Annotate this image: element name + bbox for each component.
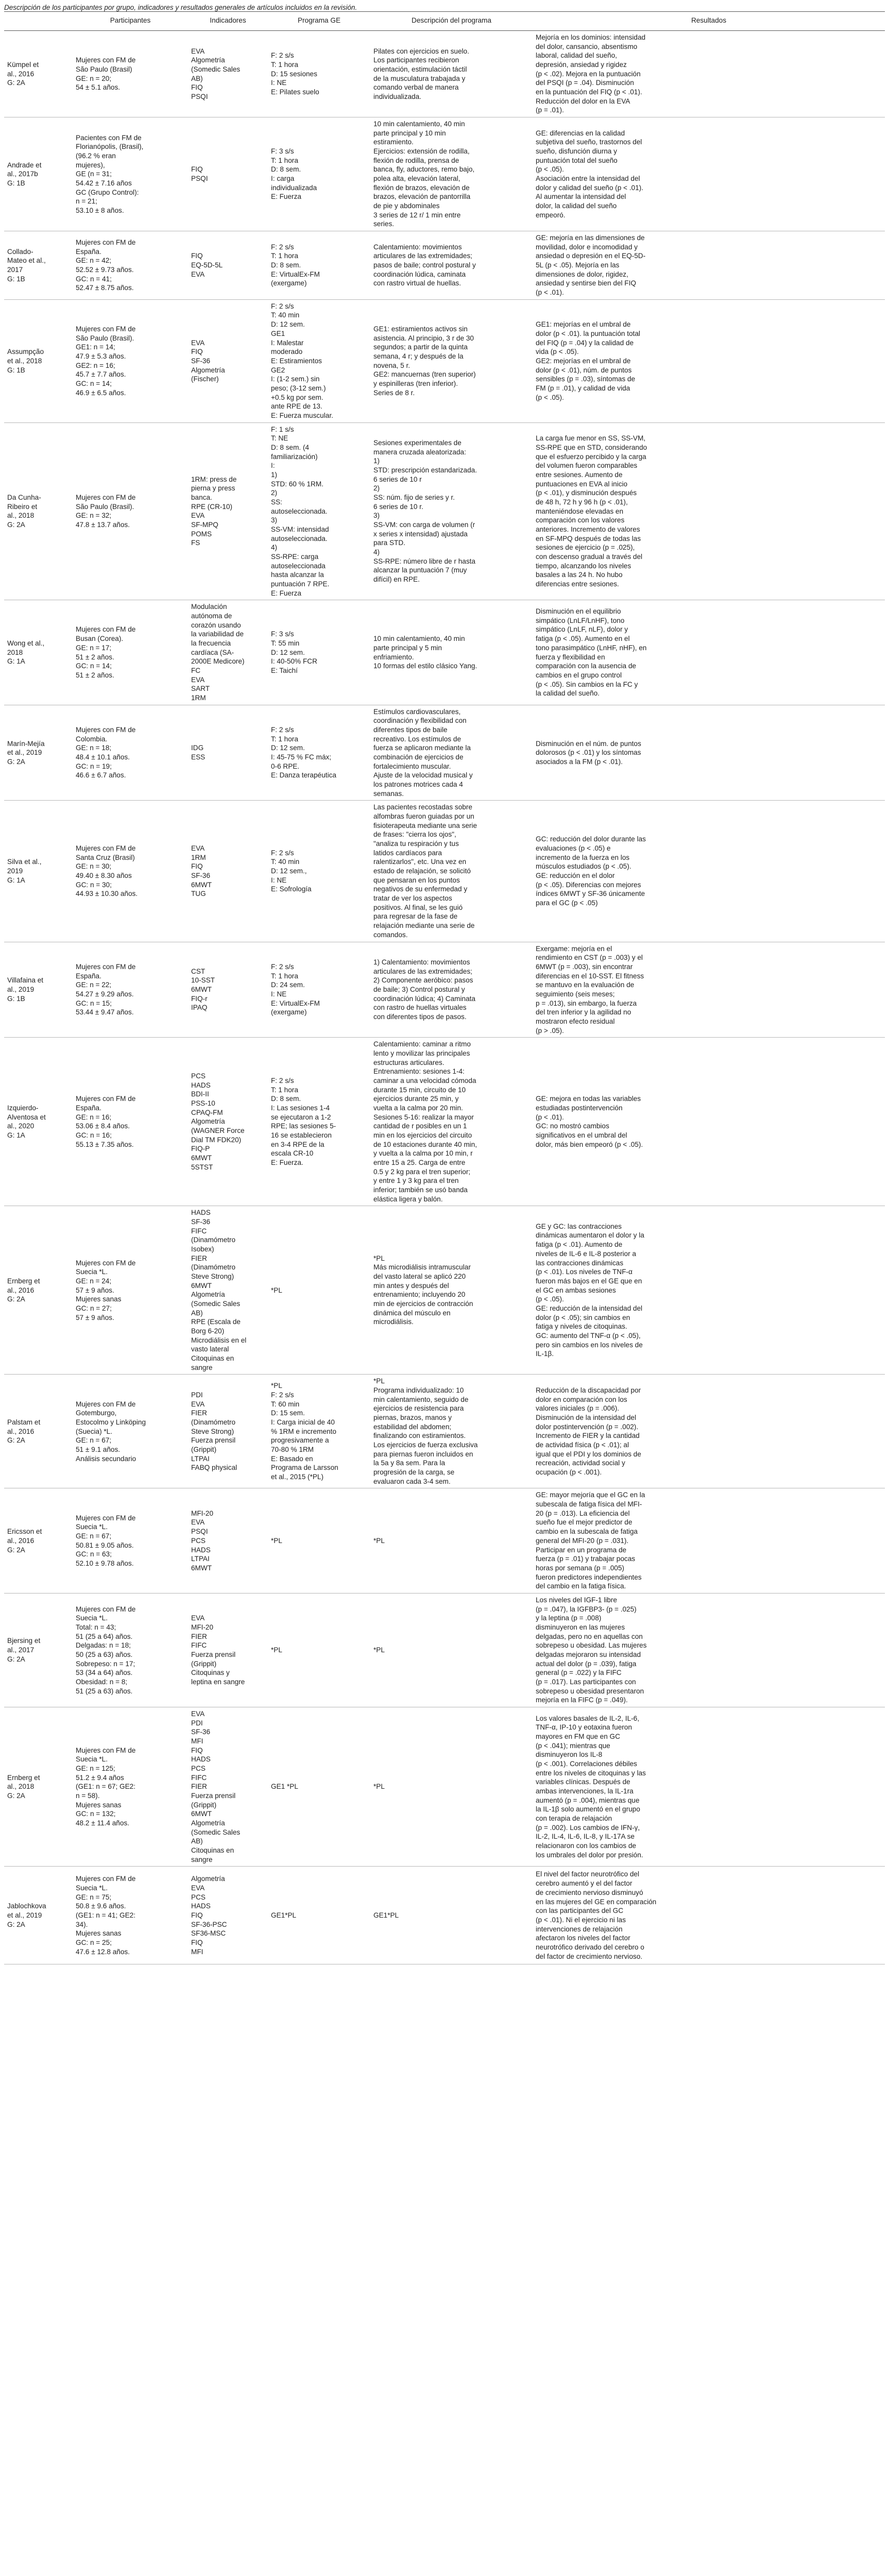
cell-program: *PL F: 2 s/s T: 60 min D: 15 sem. I: Carga inicial de 40 % 1RM e incremento progresivamente a 70-80 % 1RM E: Basado en Programa de Larsson et al., 2015 (*PL) bbox=[268, 1375, 370, 1488]
cell-program: *PL bbox=[268, 1206, 370, 1375]
cell-reference: Kümpel et al., 2016 G: 2A bbox=[4, 31, 73, 117]
articles-table bbox=[4, 11, 885, 1964]
table-row bbox=[4, 1206, 885, 1375]
cell-program-description: Calentamiento: caminar a ritmo lento y movilizar las principales estructuras articulares. Entrenamiento: sesiones 1-4: caminar a una velocidad cómoda durante 15 min, circuito de 10 ejercicios durante 25 min, y vuelta a la calma por 20 min. Sesiones 5-16: realizar la mayor cantidad de r posibles en un 1 min en los ejercicios del circuito de 10 estaciones durante 40 min, y vuelta a la calma por 10 min, r entre 15 a 25. Carga de entre 0.5 y 2 kg para el tren superior; y entre 1 y 3 kg para el tren inferior; también se usó banda elástica ligera y balón. bbox=[370, 1038, 533, 1206]
cell-program: F: 1 s/s T: NE D: 8 sem. (4 familiarización) I: 1) STD: 60 % 1RM. 2) SS: autoseleccionada. 3) SS-VM: intensidad autoseleccionada. 4) SS-RPE: carga autoseleccionada hasta alcanzar la puntuación 7 RPE. E: Fuerza bbox=[268, 422, 370, 600]
cell-indicators: EVA Algometría (Somedic Sales AB) FIQ PSQI bbox=[188, 31, 268, 117]
table-row bbox=[4, 1038, 885, 1206]
cell-program-description: *PL Más microdiálisis intramuscular del vasto lateral se aplicó 220 min antes y después del entrenamiento; incluyendo 20 min de ejercicios de contracción dinámica del músculo en microdiálisis. bbox=[370, 1206, 533, 1375]
cell-participants: Mujeres con FM de Santa Cruz (Brasil) GE: n = 30; 49.40 ± 8.30 años GC: n = 30; 44.93 ± 10.30 años. bbox=[73, 801, 188, 942]
table-caption: Descripción de los participantes por grupo, indicadores y resultados generales de artículos incluidos en la revisión. bbox=[4, 4, 357, 11]
cell-indicators: Algometría EVA PCS HADS FIQ SF-36-PSC SF36-MSC FIQ MFI bbox=[188, 1867, 268, 1964]
header-row bbox=[4, 12, 885, 31]
cell-participants: Mujeres con FM de Suecia *L. GE: n = 75; 50.8 ± 9.6 años. (GE1: n = 41; GE2: 34). Mujeres sanas GC: n = 25; 47.6 ± 12.8 años. bbox=[73, 1867, 188, 1964]
cell-reference: Ernberg et al., 2018 G: 2A bbox=[4, 1707, 73, 1866]
cell-results: La carga fue menor en SS, SS-VM, SS-RPE que en STD, considerando que el esfuerzo percibido y la carga del volumen fueron comparables entre sesiones. Aumento de puntuaciones en EVA al inicio (p < .01), y disminución después de 48 h, 72 h y 96 h (p < .01), manteniéndose elevadas en comparación con los valores anteriores. Incremento de valores en SF-MPQ después de todas las sesiones de ejercicio (p = .025), con descenso gradual a través del tiempo, alcanzando los niveles basales a las 24 h. No hubo diferencias entre sesiones. bbox=[533, 422, 885, 600]
cell-participants: Mujeres con FM de Suecia *L. Total: n = 43; 51 (25 a 64) años. Delgadas: n = 18; 50 (25 a 63) años. Sobrepeso: n = 17; 53 (34 a 64) años. Obesidad: n = 8; 51 (25 a 63) años. bbox=[73, 1593, 188, 1707]
cell-results: GE: mejora en todas las variables estudiadas postintervención (p < .01). GC: no mostró cambios significativos en el umbral del dolor, más bien empeoró (p < .05). bbox=[533, 1038, 885, 1206]
cell-participants: Mujeres con FM de Suecia *L. GE: n = 125; 51.2 ± 9.4 años (GE1: n = 67; GE2: n = 58). Mujeres sanas GC: n = 132; 48.2 ± 11.4 años. bbox=[73, 1707, 188, 1866]
cell-participants: Mujeres con FM de São Paulo (Brasil). GE: n = 32; 47.8 ± 13.7 años. bbox=[73, 422, 188, 600]
cell-indicators: EVA FIQ SF-36 Algometría (Fischer) bbox=[188, 299, 268, 422]
cell-results: GE: mejoría en las dimensiones de movilidad, dolor e incomodidad y ansiedad o depresión en el EQ-5D- 5L (p < .05). Mejoría en las dimensiones de dolor, rigidez, ansiedad y sentirse bien del FIQ (p < .01). bbox=[533, 231, 885, 300]
cell-program: F: 3 s/s T: 55 min D: 12 sem. I: 40-50% FCR E: Taichí bbox=[268, 600, 370, 705]
table-row bbox=[4, 1867, 885, 1964]
table-row bbox=[4, 1375, 885, 1488]
cell-participants: Mujeres con FM de Busan (Corea). GE: n = 17; 51 ± 2 años. GC: n = 14; 51 ± 2 años. bbox=[73, 600, 188, 705]
cell-results: GE: diferencias en la calidad subjetiva del sueño, trastornos del sueño, disfunción diurna y puntuación total del sueño (p < .05). Asociación entre la intensidad del dolor y calidad del sueño (p < .01). Al aumentar la intensidad del dolor, la calidad del sueño empeoró. bbox=[533, 117, 885, 231]
cell-program: *PL bbox=[268, 1593, 370, 1707]
cell-results: GE y GC: las contracciones dinámicas aumentaron el dolor y la fatiga (p < .01). Aumento de niveles de IL-6 e IL-8 posterior a las contracciones dinámicas (p < .01). Los niveles de TNF-α fueron más bajos en el GE que en el GC en ambas sesiones (p < .05). GE: reducción de la intensidad del dolor (p < .05); sin cambios en fatiga y niveles de citoquinas. GC: aumento del TNF-α (p < .05), pero sin cambios en los niveles de IL-1β. bbox=[533, 1206, 885, 1375]
table-row bbox=[4, 117, 885, 231]
header-results: Resultados bbox=[533, 12, 885, 31]
cell-program: F: 2 s/s T: 1 hora D: 24 sem. I: NE E: VirtualEx-FM (exergame) bbox=[268, 942, 370, 1038]
cell-participants: Mujeres con FM de São Paulo (Brasil) GE: n = 20; 54 ± 5.1 años. bbox=[73, 31, 188, 117]
cell-results: Los valores basales de IL-2, IL-6, TNF-α, IP-10 y eotaxina fueron mayores en FM que en GC (p < .041); mientras que disminuyeron los IL-8 (p < .001). Correlaciones débiles entre los niveles de citoquinas y las variables clínicas. Después de ambas intervenciones, la IL-1ra aumentó (p = .004), mientras que la IL-1β solo aumentó en el grupo con terapia de relajación (p = .002). Los cambios de IFN-γ, IL-2, IL-4, IL-6, IL-8, y IL-17A se relacionaron con los cambios de los umbrales del dolor por presión. bbox=[533, 1707, 885, 1866]
table-row bbox=[4, 801, 885, 942]
cell-results: Disminución en el núm. de puntos dolorosos (p < .01) y los síntomas asociados a la FM (p < .01). bbox=[533, 705, 885, 801]
header-program: Programa GE bbox=[268, 12, 370, 31]
cell-program-description: GE1: estiramientos activos sin asistencia. Al principio, 3 r de 30 segundos; a partir de la quinta semana, 4 r; y después de la novena, 5 r. GE2: mancuernas (tren superior) y espinilleras (tren inferior). Series de 8 r. bbox=[370, 299, 533, 422]
cell-program-description: 10 min calentamiento, 40 min parte principal y 5 min enfriamiento. 10 formas del estilo clásico Yang. bbox=[370, 600, 533, 705]
cell-program: F: 2 s/s T: 40 min D: 12 sem. GE1 I: Malestar moderado E: Estiramientos GE2 I: (1-2 sem.) sin peso; (3-12 sem.) +0.5 kg por sem. ante RPE de 13. E: Fuerza muscular. bbox=[268, 299, 370, 422]
table-row bbox=[4, 31, 885, 117]
cell-participants: Mujeres con FM de Suecia *L. GE: n = 67; 50.81 ± 9.05 años. GC: n = 63; 52.10 ± 9.78 años. bbox=[73, 1488, 188, 1593]
cell-program: F: 3 s/s T: 1 hora D: 8 sem. I: carga individualizada E: Fuerza bbox=[268, 117, 370, 231]
cell-participants: Mujeres con FM de España. GE: n = 16; 53.06 ± 8.4 años. GC: n = 16; 55.13 ± 7.35 años. bbox=[73, 1038, 188, 1206]
cell-program: F: 2 s/s T: 1 hora D: 8 sem. I: Las sesiones 1-4 se ejecutaron a 1-2 RPE; las sesiones 5- 16 se establecieron en 3-4 RPE de la escala CR-10 E: Fuerza. bbox=[268, 1038, 370, 1206]
cell-indicators: PDI EVA FIER (Dinamómetro Steve Strong) Fuerza prensil (Grippit) LTPAI FABQ physical bbox=[188, 1375, 268, 1488]
cell-reference: Palstam et al., 2016 G: 2A bbox=[4, 1375, 73, 1488]
cell-indicators: Modulación autónoma de corazón usando la variabilidad de la frecuencia cardíaca (SA- 2000E Medicore) FC EVA SART 1RM bbox=[188, 600, 268, 705]
cell-participants: Mujeres con FM de Gotemburgo, Estocolmo y Linköping (Suecia) *L. GE: n = 67; 51 ± 9.1 años. Análisis secundario bbox=[73, 1375, 188, 1488]
cell-indicators: MFI-20 EVA PSQI PCS HADS LTPAI 6MWT bbox=[188, 1488, 268, 1593]
cell-reference: Bjersing et al., 2017 G: 2A bbox=[4, 1593, 73, 1707]
cell-reference: Marín-Mejía et al., 2019 G: 2A bbox=[4, 705, 73, 801]
cell-reference: Da Cunha- Ribeiro et al., 2018 G: 2A bbox=[4, 422, 73, 600]
cell-reference: Ernberg et al., 2016 G: 2A bbox=[4, 1206, 73, 1375]
cell-indicators: FIQ EQ-5D-5L EVA bbox=[188, 231, 268, 300]
table-row bbox=[4, 600, 885, 705]
cell-participants: Mujeres con FM de São Paulo (Brasil). GE1: n = 14; 47.9 ± 5.3 años. GE2: n = 16; 45.7 ± 7.7 años. GC: n = 14; 46.9 ± 6.5 años. bbox=[73, 299, 188, 422]
cell-indicators: CST 10-SST 6MWT FIQ-r IPAQ bbox=[188, 942, 268, 1038]
cell-program: F: 2 s/s T: 1 hora D: 15 sesiones I: NE E: Pilates suelo bbox=[268, 31, 370, 117]
cell-program-description: GE1*PL bbox=[370, 1867, 533, 1964]
cell-program-description: 1) Calentamiento: movimientos articulares de las extremidades; 2) Componente aeróbico: pasos de baile; 3) Control postural y coordinación lúdica; 4) Caminata con rastro de huellas virtuales con diferentes tipos de pasos. bbox=[370, 942, 533, 1038]
table-row bbox=[4, 705, 885, 801]
cell-indicators: HADS SF-36 FIFC (Dinamómetro Isobex) FIER (Dinamómetro Steve Strong) 6MWT Algometría (Somedic Sales AB) RPE (Escala de Borg 6-20) Microdiálisis en el vasto lateral Citoquinas en sangre bbox=[188, 1206, 268, 1375]
cell-results: GE1: mejorías en el umbral de dolor (p < .01). la puntuación total del FIQ (p = .04) y la calidad de vida (p < .05). GE2: mejorías en el umbral de dolor (p < .01), núm. de puntos sensibles (p = .03), síntomas de FM (p = .01), y calidad de vida (p < .05). bbox=[533, 299, 885, 422]
cell-program-description: Pilates con ejercicios en suelo. Los participantes recibieron orientación, estimulación táctil de la musculatura trabajada y comando verbal de manera individualizada. bbox=[370, 31, 533, 117]
cell-reference: Collado- Mateo et al., 2017 G: 1B bbox=[4, 231, 73, 300]
cell-program: F: 2 s/s T: 1 hora D: 8 sem. E: VirtualEx-FM (exergame) bbox=[268, 231, 370, 300]
cell-results: Exergame: mejoría en el rendimiento en CST (p = .003) y el 6MWT (p = .003), sin encontrar diferencias en el 10-SST. El fitness se mantuvo en la evaluación de seguimiento (seis meses; p = .013), sin embargo, la fuerza del tren inferior y la agilidad no mostraron efecto residual (p > .05). bbox=[533, 942, 885, 1038]
cell-indicators: EVA MFI-20 FIER FIFC Fuerza prensil (Grippit) Citoquinas y leptina en sangre bbox=[188, 1593, 268, 1707]
cell-indicators: 1RM: press de pierna y press banca. RPE (CR-10) EVA SF-MPQ POMS FS bbox=[188, 422, 268, 600]
cell-indicators: FIQ PSQI bbox=[188, 117, 268, 231]
cell-indicators: EVA 1RM FIQ SF-36 6MWT TUG bbox=[188, 801, 268, 942]
cell-program: *PL bbox=[268, 1488, 370, 1593]
table-row bbox=[4, 422, 885, 600]
table-row bbox=[4, 1707, 885, 1866]
cell-participants: Mujeres con FM de España. GE: n = 22; 54.27 ± 9.29 años. GC: n = 15; 53.44 ± 9.47 años. bbox=[73, 942, 188, 1038]
cell-program: F: 2 s/s T: 1 hora D: 12 sem. I: 45-75 % FC máx; 0-6 RPE. E: Danza terapéutica bbox=[268, 705, 370, 801]
table-row bbox=[4, 299, 885, 422]
cell-reference: Izquierdo- Alventosa et al., 2020 G: 1A bbox=[4, 1038, 73, 1206]
cell-results: Reducción de la discapacidad por dolor en comparación con los valores iniciales (p = .006). Disminución de la intensidad del dolor postintervención (p = .002). Incremento de FIER y la cantidad de actividad física (p < .01); al igual que el PDI y los dominios de recreación, actividad social y ocupación (p < .001). bbox=[533, 1375, 885, 1488]
cell-program-description: *PL bbox=[370, 1488, 533, 1593]
cell-indicators: PCS HADS BDI-II PSS-10 CPAQ-FM Algometría (WAGNER Force Dial TM FDK20) FIQ-P 6MWT 5STST bbox=[188, 1038, 268, 1206]
cell-program-description: *PL bbox=[370, 1707, 533, 1866]
cell-program-description: Estímulos cardiovasculares, coordinación y flexibilidad con diferentes tipos de baile recreativo. Los estímulos de fuerza se aplicaron mediante la combinación de ejercicios de fortalecimiento muscular. Ajuste de la velocidad musical y los patrones motrices cada 4 semanas. bbox=[370, 705, 533, 801]
cell-program: GE1*PL bbox=[268, 1867, 370, 1964]
cell-reference: Ericsson et al., 2016 G: 2A bbox=[4, 1488, 73, 1593]
cell-program-description: *PL Programa individualizado: 10 min calentamiento, seguido de ejercicios de resistencia para piernas, brazos, manos y estabilidad del abdomen; finalizando con estiramientos. Los ejercicios de fuerza exclusiva para piernas fueron incluidos en la 5a y 8a sem. Para la progresión de la carga, se evaluaron cada 3-4 sem. bbox=[370, 1375, 533, 1488]
cell-participants: Pacientes con FM de Florianópolis, (Brasil), (96.2 % eran mujeres), GE (n = 31; 54.42 ± 7.16 años GC (Grupo Control): n = 21; 53.10 ± 8 años. bbox=[73, 117, 188, 231]
cell-program-description: Calentamiento: movimientos articulares de las extremidades; pasos de baile; control postural y coordinación lúdica, caminata con rastro virtual de huellas. bbox=[370, 231, 533, 300]
cell-reference: Silva et al., 2019 G: 1A bbox=[4, 801, 73, 942]
cell-program-description: *PL bbox=[370, 1593, 533, 1707]
header-indicators: Indicadores bbox=[188, 12, 268, 31]
table-row bbox=[4, 231, 885, 300]
cell-reference: Assumpção et al., 2018 G: 1B bbox=[4, 299, 73, 422]
cell-reference: Wong et al., 2018 G: 1A bbox=[4, 600, 73, 705]
cell-program: F: 2 s/s T: 40 min D: 12 sem., I: NE E: Sofrología bbox=[268, 801, 370, 942]
cell-results: GE: mayor mejoría que el GC en la subescala de fatiga física del MFI- 20 (p = .013). La eficiencia del sueño fue el mejor predictor de cambio en la subescala de fatiga general del MFI-20 (p = .031). Participar en un programa de fuerza (p = .01) y trabajar pocas horas por semana (p = .005) fueron predictores independientes del cambio en la fatiga física. bbox=[533, 1488, 885, 1593]
cell-results: Mejoría en los dominios: intensidad del dolor, cansancio, absentismo laboral, calidad del sueño, depresión, ansiedad y rigidez (p < .02). Mejora en la puntuación del PSQI (p = .04). Disminución en la puntuación del FIQ (p < .01). Reducción del dolor en la EVA (p = .01). bbox=[533, 31, 885, 117]
cell-results: Los niveles del IGF-1 libre (p = .047), la IGFBP3- (p = .025) y la leptina (p = .008) disminuyeron en las mujeres delgadas, pero no en aquellas con sobrepeso u obesidad. Las mujeres delgadas mejoraron su intensidad actual del dolor (p = .039), fatiga general (p = .022) y la FIFC (p = .017). Las participantes con sobrepeso u obesidad presentaron mejoría en la FIFC (p = .049). bbox=[533, 1593, 885, 1707]
cell-program-description: Sesiones experimentales de manera cruzada aleatorizada: 1) STD: prescripción estandarizada. 6 series de 10 r 2) SS: núm. fijo de series y r. 6 series de 10 r. 3) SS-VM: con carga de volumen (r x series x intensidad) ajustada para STD. 4) SS-RPE: número libre de r hasta alcanzar la puntuación 7 (muy difícil) en RPE. bbox=[370, 422, 533, 600]
header-program-description: Descripción del programa bbox=[370, 12, 533, 31]
cell-program: GE1 *PL bbox=[268, 1707, 370, 1866]
cell-results: Disminución en el equilibrio simpático (LnLF/LnHF), tono simpático (LnLF, nLF), dolor y fatiga (p < .05). Aumento en el tono parasimpático (LnHF, nHF), en fuerza y flexibilidad en comparación con la ausencia de cambios en el grupo control (p < .05). Sin cambios en la FC y la calidad del sueño. bbox=[533, 600, 885, 705]
cell-reference: Villafaina et al., 2019 G: 1B bbox=[4, 942, 73, 1038]
cell-participants: Mujeres con FM de España. GE: n = 42; 52.52 ± 9.73 años. GC: n = 41; 52.47 ± 8.75 años. bbox=[73, 231, 188, 300]
table-row bbox=[4, 1488, 885, 1593]
cell-reference: Jablochkova et al., 2019 G: 2A bbox=[4, 1867, 73, 1964]
cell-indicators: IDG ESS bbox=[188, 705, 268, 801]
table-row bbox=[4, 942, 885, 1038]
cell-participants: Mujeres con FM de Suecia *L. GE: n = 24; 57 ± 9 años. Mujeres sanas GC: n = 27; 57 ± 9 años. bbox=[73, 1206, 188, 1375]
cell-results: El nivel del factor neurotrófico del cerebro aumentó y el del factor de crecimiento nervioso disminuyó en las mujeres del GE en comparación con las participantes del GC (p < .01). Ni el ejercicio ni las intervenciones de relajación afectaron los niveles del factor neurotrófico derivado del cerebro o del factor de crecimiento nervioso. bbox=[533, 1867, 885, 1964]
header-reference bbox=[4, 12, 73, 31]
header-participants: Participantes bbox=[73, 12, 188, 31]
cell-participants: Mujeres con FM de Colombia. GE: n = 18; 48.4 ± 10.1 años. GC: n = 19; 46.6 ± 6.7 años. bbox=[73, 705, 188, 801]
table-row bbox=[4, 1593, 885, 1707]
cell-program-description: Las pacientes recostadas sobre alfombras fueron guiadas por un fisioterapeuta mediante una serie de frases: "cierra los ojos", "analiza tu respiración y tus latidos cardíacos para ralentizarlos", etc. Una vez en estado de relajación, se solicitó que pensaran en los puntos negativos de su enfermedad y tratar de ver los aspectos positivos. Al final, se les guió para regresar de la fase de relajación mediante una serie de comandos. bbox=[370, 801, 533, 942]
cell-indicators: EVA PDI SF-36 MFI FIQ HADS PCS FIFC FIER Fuerza prensil (Grippit) 6MWT Algometría (Somedic Sales AB) Citoquinas en sangre bbox=[188, 1707, 268, 1866]
cell-reference: Andrade et al., 2017b G: 1B bbox=[4, 117, 73, 231]
cell-results: GC: reducción del dolor durante las evaluaciones (p < .05) e incremento de la fuerza en los músculos estudiados (p < .05). GE: reducción en el dolor (p < .05). Diferencias con mejores índices 6MWT y SF-36 únicamente para el GC (p < .05) bbox=[533, 801, 885, 942]
cell-program-description: 10 min calentamiento, 40 min parte principal y 10 min estiramiento. Ejercicios: extensión de rodilla, flexión de rodilla, prensa de banca, fly, aductores, remo bajo, polea alta, elevación lateral, flexión de brazos, elevación de brazos, elevación de pantorrilla de pie y abdominales 3 series de 12 r/ 1 min entre series. bbox=[370, 117, 533, 231]
